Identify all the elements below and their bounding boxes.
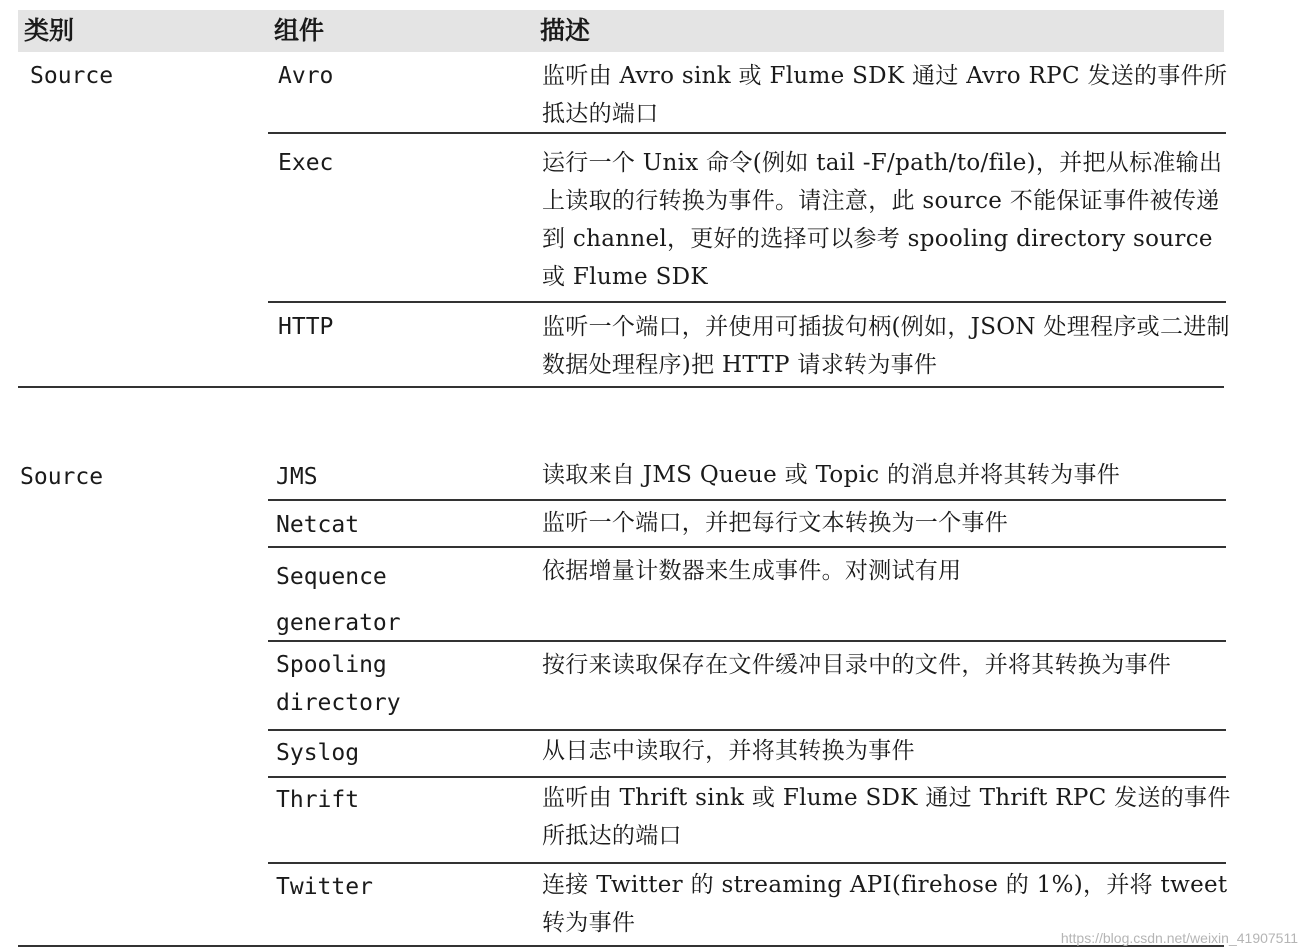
table2-row-twitter-description: 连接 Twitter 的 streaming API(firehose 的 1%)，并将 tweet 转为事件 xyxy=(542,872,1236,936)
table2-row-netcat-description: 监听一个端口，并把每行文本转换为一个事件 xyxy=(542,510,1008,536)
table2-row-syslog-component: Syslog xyxy=(276,740,360,766)
table2-row-sequence-description: 依据增量计数器来生成事件。对测试有用 xyxy=(542,558,962,584)
table1-bottom-rule xyxy=(18,386,1224,388)
header-component: 组件 xyxy=(274,16,325,45)
table2-row-jms-description: 读取来自 JMS Queue 或 Topic 的消息并将其转为事件 xyxy=(542,462,1121,488)
row-divider xyxy=(268,776,1226,778)
row-divider xyxy=(268,301,1226,303)
table2-row-jms-component: JMS xyxy=(276,464,318,490)
table1-row-exec-component: Exec xyxy=(278,150,334,176)
row-divider xyxy=(268,499,1226,501)
table2-row-twitter-component: Twitter xyxy=(276,874,373,900)
table2-row-sequence-component: Sequence generator xyxy=(276,564,401,636)
header-category: 类别 xyxy=(24,16,75,45)
table2-row-syslog-description: 从日志中读取行，并将其转换为事件 xyxy=(542,738,915,764)
table2-bottom-rule xyxy=(18,945,1224,947)
table1-row-avro-description: 监听由 Avro sink 或 Flume SDK 通过 Avro RPC 发送的事件所抵达的端口 xyxy=(542,63,1228,127)
table2-row-spooling-description: 按行来读取保存在文件缓冲目录中的文件，并将其转换为事件 xyxy=(542,652,1172,678)
table2-row-netcat-component: Netcat xyxy=(276,512,360,538)
row-divider xyxy=(268,862,1226,864)
table2-row-thrift-description: 监听由 Thrift sink 或 Flume SDK 通过 Thrift RPC 发送的事件所抵达的端口 xyxy=(542,785,1231,849)
row-divider xyxy=(268,729,1226,731)
table2-row-spooling-component: Spooling directory xyxy=(276,652,401,716)
table1-row-http-component: HTTP xyxy=(278,314,334,340)
table1-category: Source xyxy=(30,63,114,89)
row-divider xyxy=(268,132,1226,134)
row-divider xyxy=(268,640,1226,642)
table1-row-avro-component: Avro xyxy=(278,63,334,89)
table1-row-exec-description: 运行一个 Unix 命令(例如 tail -F/path/to/file)，并把从标准输出上读取的行转换为事件。请注意，此 source 不能保证事件被传递到 channel，更好的选择可以参考 spooling directory source 或 Flume SDK xyxy=(542,150,1223,290)
table2-row-thrift-component: Thrift xyxy=(276,787,360,813)
table1-row-http-description: 监听一个端口，并使用可插拔句柄(例如，JSON 处理程序或二进制数据处理程序)把 HTTP 请求转为事件 xyxy=(542,314,1230,378)
header-description: 描述 xyxy=(540,16,591,45)
row-divider xyxy=(268,546,1226,548)
table2-category: Source xyxy=(20,464,104,490)
watermark-url: https://blog.csdn.net/weixin_41907511 xyxy=(1060,930,1298,946)
table-header-bar xyxy=(18,10,1224,52)
